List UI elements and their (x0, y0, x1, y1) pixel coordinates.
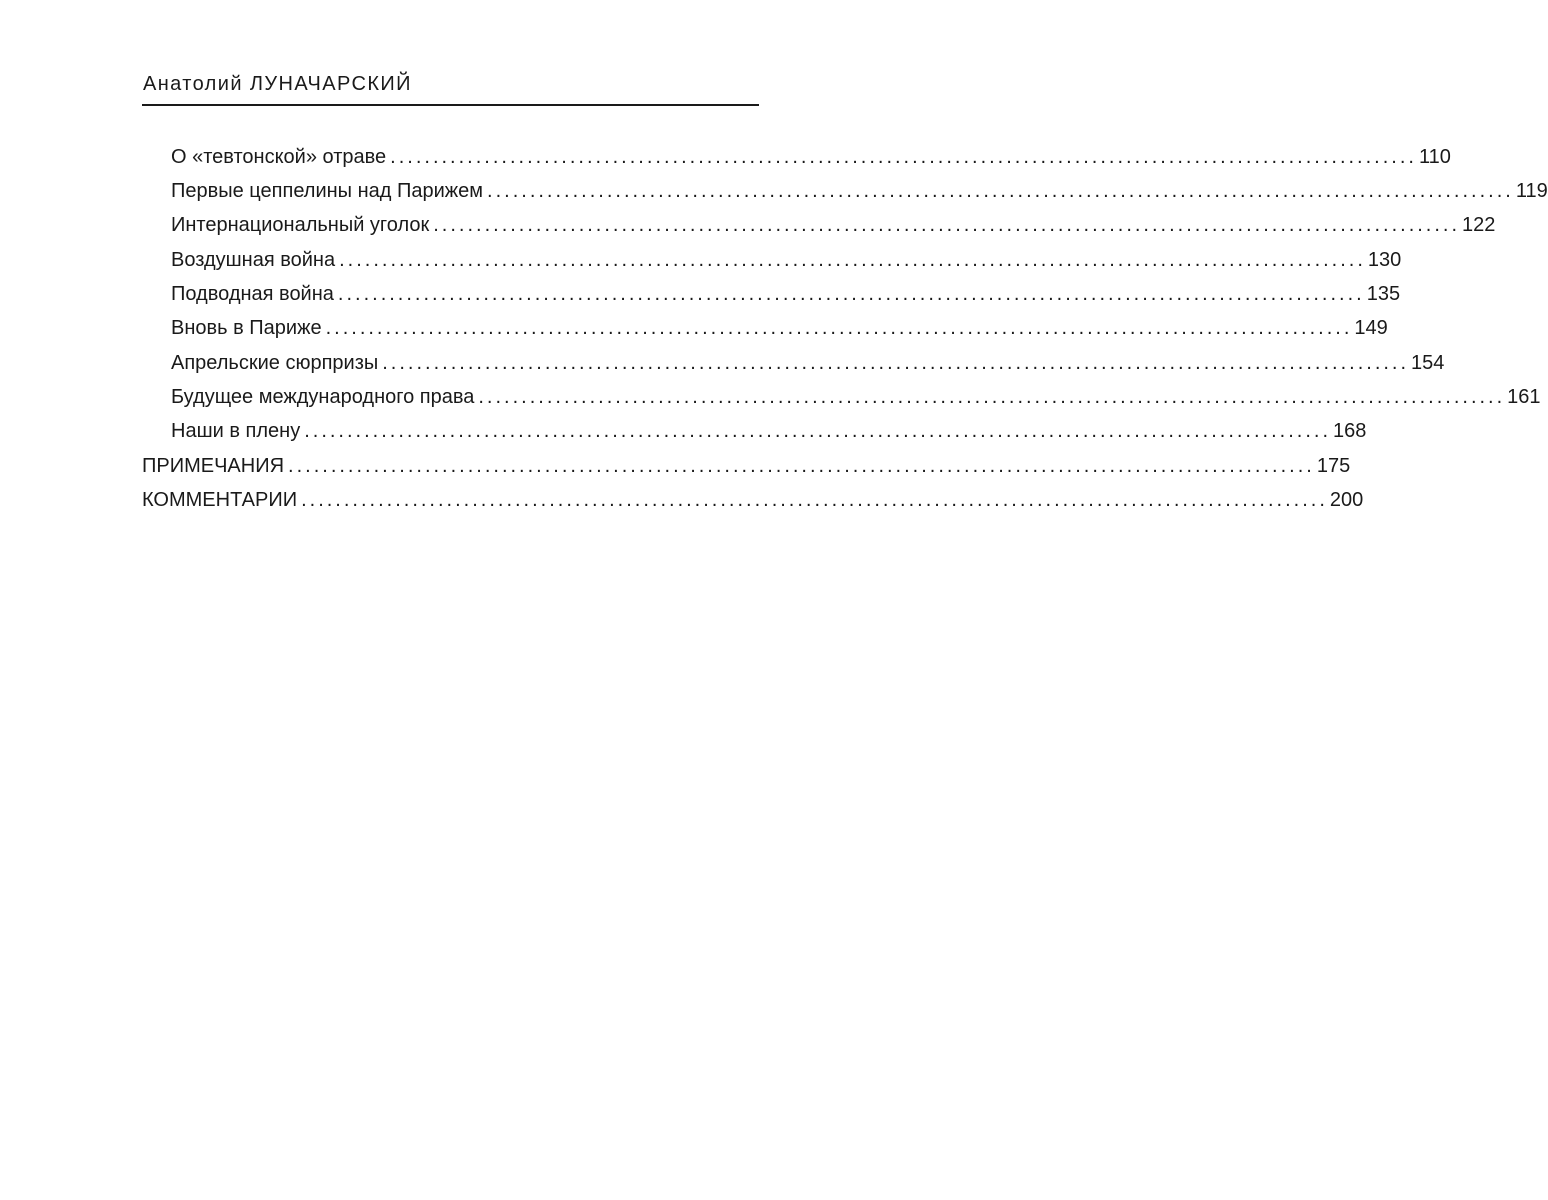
toc-entry-title: О «тевтонской» отраве (171, 146, 387, 168)
toc-entry[interactable] (142, 483, 1364, 517)
toc-dot-leader: ........................................................................................................................ (478, 386, 1506, 408)
toc-entry-title: Первые цеппелины над Парижем (171, 180, 484, 202)
toc-entry[interactable] (171, 174, 1548, 208)
toc-entry[interactable] (171, 311, 1388, 345)
toc-entry[interactable] (142, 449, 1351, 483)
toc-entry-page: 154 (1411, 352, 1445, 374)
toc-entry-title: Апрельские сюрпризы (171, 352, 379, 374)
header-rule (142, 104, 759, 106)
toc-entry-page: 122 (1462, 214, 1496, 236)
toc-dot-leader: ........................................................................................................................ (382, 352, 1410, 374)
toc-dot-leader: ........................................................................................................................ (487, 180, 1514, 202)
toc-entry-title: Воздушная война (171, 249, 336, 271)
running-head-author: Анатолий ЛУНАЧАРСКИЙ (143, 73, 412, 95)
toc-dot-leader: ........................................................................................................................ (325, 317, 1353, 339)
toc-dot-leader: ........................................................................................................................ (390, 146, 1417, 168)
toc-entry-page: 110 (1418, 146, 1451, 168)
toc-entry-page: 149 (1354, 317, 1388, 339)
toc-entry-page: 175 (1316, 455, 1351, 477)
toc-entry-page: 168 (1333, 420, 1367, 442)
toc-entry-page: 119 (1515, 180, 1548, 202)
toc-entry-page: 135 (1366, 283, 1401, 305)
toc-entry[interactable] (171, 243, 1402, 277)
toc-entry-title: Подводная война (171, 283, 334, 305)
toc-entry-page: 130 (1367, 249, 1402, 271)
toc-entry[interactable] (171, 414, 1367, 448)
toc-entry-page: 161 (1507, 386, 1541, 408)
toc-entry[interactable] (171, 380, 1541, 414)
toc-dot-leader: ........................................................................................................................ (304, 420, 1331, 442)
toc-dot-leader: ........................................................................................................................ (433, 214, 1461, 236)
toc-entry[interactable] (171, 346, 1445, 380)
toc-entry-page: 200 (1329, 489, 1364, 511)
toc-entry[interactable] (171, 208, 1496, 242)
toc-entry-title: Наши в плену (171, 420, 301, 442)
toc-dot-leader: ........................................................................................................................ (339, 249, 1366, 271)
toc-entry-title: КОММЕНТАРИИ (142, 489, 298, 511)
toc-entry-title: Вновь в Париже (171, 317, 322, 339)
toc-entry-title: Будущее международного права (171, 386, 475, 408)
toc-dot-leader: ........................................................................................................................ (337, 283, 1365, 305)
toc-entry[interactable] (171, 277, 1401, 311)
toc-dot-leader: ........................................................................................................................ (301, 489, 1328, 511)
toc-entry-title: ПРИМЕЧАНИЯ (142, 455, 285, 477)
toc-dot-leader: ........................................................................................................................ (288, 455, 1315, 477)
toc-entry-title: Интернациональный уголок (171, 214, 430, 236)
toc-entry[interactable] (171, 140, 1451, 174)
